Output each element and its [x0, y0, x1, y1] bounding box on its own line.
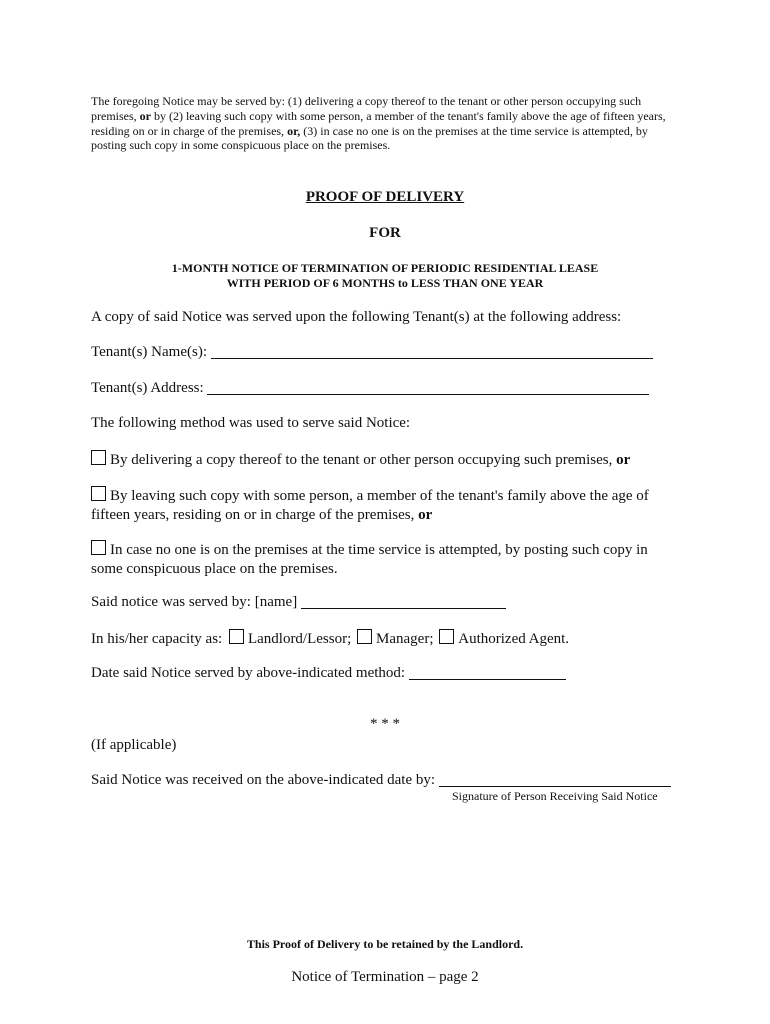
method-option-leave [91, 486, 681, 524]
capacity-agent-label: Authorized Agent. [458, 631, 570, 647]
served-upon-text: A copy of said Notice was served upon the following Tenant(s) at the following address: [91, 309, 622, 325]
capacity-manager-checkbox[interactable] [357, 629, 372, 644]
capacity-landlord-checkbox[interactable] [229, 629, 244, 644]
tenant-address-label: Tenant(s) Address: [91, 380, 204, 396]
method-deliver-checkbox[interactable] [91, 450, 106, 465]
tenant-name-label: Tenant(s) Name(s): [91, 344, 207, 360]
method-leave-checkbox[interactable] [91, 486, 106, 501]
date-served-label: Date said Notice served by above-indicated method: [91, 665, 406, 681]
method-deliver-text: By delivering a copy thereof to the tenant or other person occupying such premises, [110, 452, 617, 468]
if-applicable-label: (If applicable) [91, 737, 177, 753]
capacity-agent-checkbox[interactable] [439, 629, 454, 644]
tenant-name-field[interactable] [211, 344, 653, 359]
tenant-address-field[interactable] [207, 380, 649, 395]
capacity-landlord-label: Landlord/Lessor; [247, 631, 352, 647]
page-footer: Notice of Termination – page 2 [291, 969, 479, 985]
tenant-address-row [91, 379, 649, 397]
served-by-label: Said notice was served by: [name] [91, 594, 298, 610]
method-deliver-or: or [616, 452, 631, 468]
served-by-name-field[interactable] [301, 594, 506, 609]
capacity-manager-label: Manager; [376, 631, 434, 647]
document-title-text: PROOF OF DELIVERY [305, 189, 465, 205]
served-by-row [91, 593, 506, 611]
method-leave-text: By leaving such copy with some person, a member of the tenant's family above the age of fifteen years, residing on or in charge of the premises, [91, 488, 649, 523]
capacity-row [91, 629, 569, 648]
method-option-post [91, 540, 681, 578]
notice-subtitle-line1: 1-MONTH NOTICE OF TERMINATION OF PERIODIC RESIDENTIAL LEASE [171, 261, 599, 275]
signature-caption: Signature of Person Receiving Said Notice [452, 789, 658, 803]
received-label: Said Notice was received on the above-indicated date by: [91, 772, 436, 788]
method-option-deliver [91, 450, 681, 470]
method-post-text: In case no one is on the premises at the time service is attempted, by posting such copy in some conspicuous place on the premises. [91, 542, 648, 577]
intro-or-2: or, [287, 123, 301, 138]
document-title [0, 189, 770, 206]
intro-text-2: by (2) leaving such copy with some person, a member of the tenant's family above the age of fifteen years, residing on or in charge of the premises, [91, 108, 666, 138]
tenant-name-row [91, 343, 653, 361]
intro-text-1: The foregoing Notice may be served by: (1) delivering a copy thereof to the tenant or other person occupying such premises, [91, 94, 642, 123]
method-intro: The following method was used to serve said Notice: [91, 415, 411, 431]
date-served-field[interactable] [409, 665, 566, 680]
for-label: FOR [369, 225, 401, 241]
notice-subtitle-line2: WITH PERIOD OF 6 MONTHS to LESS THAN ONE YEAR [226, 276, 544, 290]
service-instructions [91, 94, 681, 153]
section-separator: * * * [370, 716, 400, 732]
method-leave-or: or [418, 506, 433, 523]
capacity-label: In his/her capacity as: [91, 631, 223, 647]
received-row [91, 771, 671, 789]
method-post-checkbox[interactable] [91, 540, 106, 555]
receiver-signature-field[interactable] [439, 772, 671, 787]
intro-or-1: or [139, 108, 151, 123]
retain-note: This Proof of Delivery to be retained by the Landlord. [246, 937, 524, 951]
intro-text-3: (3) in case no one is on the premises at the time service is attempted, by posting such copy in some conspicuous place on the premises. [91, 123, 648, 153]
date-served-row [91, 664, 566, 682]
